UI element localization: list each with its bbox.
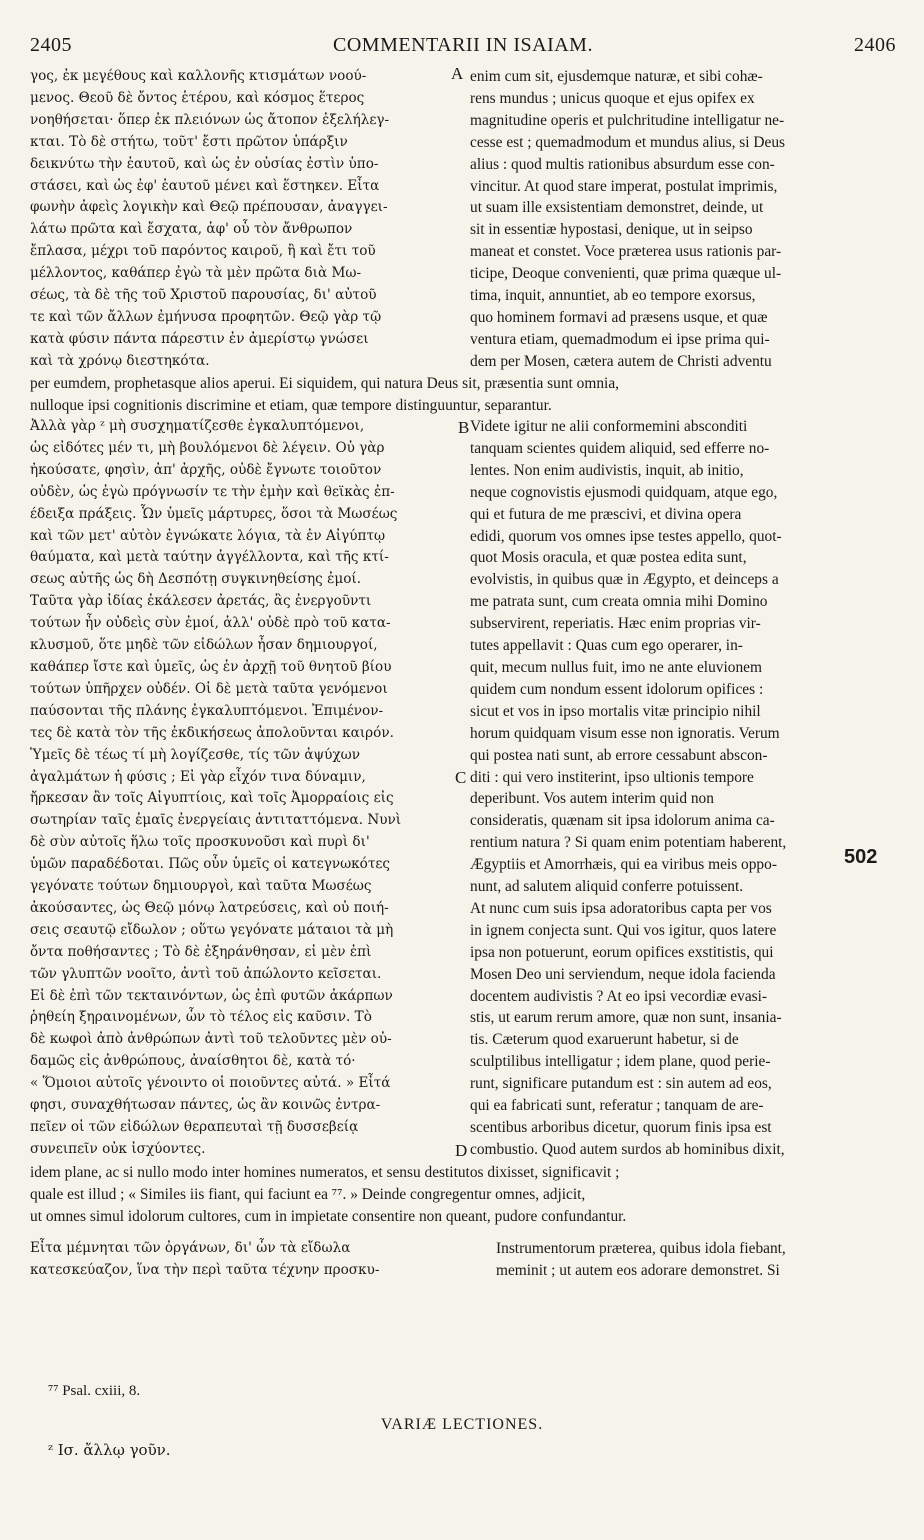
page-header	[30, 34, 896, 62]
greek-text-line: ἠκούσατε, φησὶν, ἀπ' ἀρχῆς, οὐδὲ ἔγνωτε τοιοῦτον	[30, 461, 382, 478]
greek-text-line: κλυσμοῦ, ὅτε μηδὲ τῶν εἰδώλων ἦσαν δημιουργοί,	[30, 637, 378, 654]
latin-text-line: per eumdem, prophetasque alios aperui. Ei siquidem, qui natura Deus sit, præsentia sunt omnia,	[30, 375, 619, 392]
latin-text-line: quidem cum nondum essent idolorum opifices :	[470, 680, 764, 698]
latin-text-line: scentibus arboribus dicetur, quorum finis ipsa est	[470, 1119, 772, 1136]
greek-text-line: παύσονται τῆς πλάνης ἐγκαλυπτόμενοι. Ἐπιμένον-	[30, 702, 384, 719]
section-marker-b: B	[458, 418, 470, 437]
greek-text-line: νοηθήσεται· ὅπερ ἐκ πλειόνων ὡς ἄτοπον ἐξελήλεγ-	[30, 111, 390, 128]
greek-text-line: θαύματα, καὶ μετὰ ταύτην ἀγγέλλοντα, καὶ τῆς κτί-	[30, 549, 389, 566]
greek-text-line: ἀγαλμάτων ἡ φύσις ; Εἰ γὰρ εἶχόν τινα δύναμιν,	[30, 768, 366, 785]
latin-text-line: runt, significare putandum est : sin autem ad eos,	[470, 1075, 772, 1093]
greek-text-line: καθάπερ ἴστε καὶ ὑμεῖς, ὡς ἐν ἀρχῇ τοῦ θνητοῦ βίου	[30, 658, 392, 675]
section-marker-a: A	[451, 64, 464, 83]
latin-text-line: dem per Mosen, cætera autem de Christi adventu	[470, 352, 772, 370]
latin-text-line: quot Mosis oracula, et quæ postea edita sunt,	[470, 549, 747, 567]
latin-text-line: rens mundus ; unicus quoque et ejus opifex ex	[470, 89, 755, 107]
latin-text-line: Videte igitur ne alii conformemini absconditi	[470, 418, 748, 435]
latin-text-line: in ignem conjecta sunt. Qui vos igitur, quos latere	[470, 921, 777, 939]
latin-text-line: ut suam ille exsistentiam demonstret, deinde, ut	[470, 199, 764, 217]
greek-text-line: οὐδὲν, ὡς ἐγὼ πρόγνωσίν τε τὴν ἐμὴν καὶ θεϊκὰς ἐπ-	[30, 483, 395, 500]
greek-text-line: ἔπλασα, μέχρι τοῦ παρόντος καιροῦ, ἢ καὶ ἔτι τοῦ	[30, 243, 376, 260]
greek-text-line: κατὰ φύσιν πάντα πάρεστιν ἐν ἀμερίστῳ γνώσει	[30, 330, 369, 347]
latin-text-line: ventura etiam, quemadmodum ei ipse prima qui-	[470, 330, 770, 348]
greek-text-line: καὶ τὰ χρόνῳ διεστηκότα.	[30, 352, 210, 369]
greek-text-line: Εἰ δὲ ἐπὶ τῶν τεκταινόντων, ὡς ἐπὶ φυτῶν ἀκάρπων	[30, 987, 393, 1004]
latin-text-line: nunt, ad salutem aliquid conferre potuissent.	[470, 878, 744, 896]
greek-text-line: σεως αὐτῆς ὡς δὴ Δεσπότῃ συγκινηθείσης ἐμοί.	[30, 571, 362, 588]
greek-text-line: ὡς εἰδότες μέν τι, μὴ βουλόμενοι δὲ λέγειν. Οὐ γὰρ	[30, 439, 385, 456]
latin-text-line: maneat et constet. Voce præterea usus rationis par-	[470, 243, 782, 261]
latin-text-line: tima, inquit, annuntiet, ab eo tempore exorsus,	[470, 287, 756, 305]
latin-text-line: Ægyptiis et Amorrhæis, qui ea viribus meis oppo-	[470, 856, 777, 874]
latin-text-line: stis, ut earum rerum amore, quæ non sunt, insania-	[470, 1009, 782, 1027]
greek-column-block1	[30, 66, 460, 373]
greek-text-line: ἀκούσαντες, ὡς Θεῷ μόνῳ λατρεύσεις, καὶ οὐ ποιή-	[30, 899, 389, 916]
greek-text-line: Ταῦτα γὰρ ἰδίας ἐκάλεσεν ἀρετάς, ἃς ἐνεργοῦντι	[30, 593, 372, 610]
latin-text-line: qui et futura de me præscivi, et divina opera	[470, 505, 742, 523]
latin-text-line: neque cognovistis ejusmodi quidquam, atque ego,	[470, 483, 778, 501]
latin-text-line: lentes. Non enim audivistis, inquit, ab initio,	[470, 461, 744, 479]
latin-column-block3	[496, 1238, 896, 1282]
latin-text-line: quo hominem formavi ad præsens usque, et quæ	[470, 308, 768, 326]
greek-column-block3	[30, 1238, 490, 1282]
latin-text-line: nulloque ipsi cognitionis discrimine et etiam, quæ tempore distinguuntur, separantur.	[30, 396, 552, 414]
greek-text-line: πεῖεν οἱ τῶν εἰδώλων θεραπευταὶ τῇ δυσσεβείᾳ	[30, 1119, 359, 1135]
latin-text-line: subservirent, reperiatis. Hæc enim proprias vir-	[470, 615, 761, 633]
greek-text-line: λάτω πρῶτα καὶ ἔσχατα, ἀφ' οὗ τὸν ἄνθρωπον	[30, 221, 353, 238]
greek-text-line: σωτηρίαν ταῖς ἐμαῖς ἐνεργείαις ἀντιταττόμενα. Νυνὶ	[30, 812, 402, 829]
latin-text-line: At nunc cum suis ipsa adoratoribus capta per vos	[470, 899, 772, 917]
variant-reading-z: ᶻ Ισ. ἄλλῳ γοῦν.	[48, 1441, 171, 1459]
right-page-number: 2406	[854, 34, 896, 56]
latin-text-line: tutes appellavit : Quas cum ego operarer, in-	[470, 637, 743, 655]
latin-text-line: edidi, quorum vos omnes ipse testes appello, quot-	[470, 527, 782, 545]
latin-text-line: tanquam scientes quidem aliquid, sed efferre no-	[470, 439, 770, 457]
latin-text-line: magnitudine operis et pulchritudine intelligatur ne-	[470, 111, 785, 129]
latin-text-line: evolvistis, in quibus quæ in Ægypto, et deinceps a	[470, 571, 779, 589]
latin-text-line: sicut et vos in ipso mortalis vitæ principio nihil	[470, 702, 761, 720]
latin-text-line: enim cum sit, ejusdemque naturæ, et sibi cohæ-	[470, 68, 763, 85]
greek-text-line: Εἶτα μέμνηται τῶν ὀργάνων, δι' ὧν τὰ εἴδωλα	[30, 1240, 351, 1256]
latin-text-line: Mosen Deo uni serviendum, neque idola facienda	[470, 965, 776, 983]
greek-text-line: τε καὶ τῶν ἄλλων ἐμήνυσα προφητῶν. Θεῷ γὰρ τῷ	[30, 308, 382, 325]
latin-text-line: vincitur. At quod stare imperat, postulat imprimis,	[470, 177, 778, 195]
latin-text-line: Instrumentorum præterea, quibus idola fiebant,	[496, 1240, 786, 1257]
greek-text-line: δαμῶς εἰς ἀνθρώπους, ἀναίσθητοι δὲ, κατὰ τό·	[30, 1053, 356, 1070]
latin-text-line: tis. Cæterum quod exaruerunt habetur, si de	[470, 1031, 739, 1049]
greek-text-line: μενος. Θεοῦ δὲ ὄντος ἑτέρου, καὶ κόσμος ἕτερος	[30, 89, 365, 106]
greek-text-line: ὄντα ποθήσαντες ; Τὸ δὲ ἐξηράνθησαν, εἰ μὲν ἐπὶ	[30, 943, 372, 960]
greek-text-line: δεικνύτω τὴν ἑαυτοῦ, καὶ ὡς ἐν οὐσίας ἐστὶν ὑπο-	[30, 155, 379, 172]
greek-text-line: στάσει, καὶ ὡς ἐφ' ἑαυτοῦ μένει καὶ ἕστηκεν. Εἶτα	[30, 177, 380, 194]
greek-text-line: τες δὲ κατὰ τὸν τῆς ἐκδικήσεως ἀπολοῦνται καιρόν.	[30, 724, 394, 741]
latin-text-line: diti : qui vero institerint, ipso ultionis tempore	[470, 768, 754, 786]
greek-text-line: ὑμῶν παραδέδοται. Πῶς οὖν ὑμεῖς οἱ κατεγνωκότες	[30, 856, 391, 873]
latin-text-line: quale est illud ; « Similes iis fiant, qui faciunt ea ⁷⁷. » Deinde congregentur omnes, adjicit,	[30, 1185, 586, 1203]
latin-column-block2	[470, 416, 896, 1161]
greek-text-line: φωνὴν ἀφεὶς λογικὴν καὶ Θεῷ πρέπουσαν, ἀναγγει-	[30, 199, 388, 216]
latin-text-line: consideratis, quænam sit ipsa idolorum anima ca-	[470, 812, 775, 830]
greek-text-line: κατεσκεύαζον, ἵνα τὴν περὶ ταῦτα τέχνην προσκυ-	[30, 1261, 380, 1278]
latin-column-block1	[470, 66, 896, 373]
greek-text-line: σεις σεαυτῷ εἴδωλον ; οὕτω γεγόνατε μάταιοι τὰ μὴ	[30, 921, 394, 938]
greek-text-line: τῶν γλυπτῶν νοοῖτο, ἀντὶ τοῦ ἀπώλοντο κεῖσεται.	[30, 965, 382, 982]
greek-text-line: δὲ κωφοὶ ἀπὸ ἀνθρώπων ἀντὶ τοῦ τελοῦντες μὲν οὐ-	[30, 1031, 392, 1048]
variae-lectiones-heading: VARIÆ LECTIONES.	[380, 1416, 544, 1433]
latin-text-line: qui ea fabricati sunt, referatur ; tanquam de are-	[470, 1097, 764, 1115]
greek-text-line: συνειπεῖν οὐκ ἰσχύοντες.	[30, 1140, 206, 1157]
latin-text-line: combustio. Quod autem surdos ab hominibus dixit,	[470, 1140, 785, 1158]
greek-text-line: γος, ἐκ μεγέθους καὶ καλλονῆς κτισμάτων νοού-	[30, 68, 367, 84]
greek-text-line: σέως, τὰ δὲ τῆς τοῦ Χριστοῦ παρουσίας, δι' αὐτοῦ	[30, 287, 377, 304]
latin-text-line: quit, mecum nullus fuit, imo ne ante eluvionem	[470, 658, 762, 676]
greek-text-line: τούτων ἦν οὐδεὶς σὺν ἐμοί, ἀλλ' οὐδὲ πρὸ τοῦ κατα-	[30, 615, 391, 632]
greek-text-line: δὲ σὺν αὐτοῖς ἥλω τοῖς προσκυνοῦσι καὶ πυρὶ δι'	[30, 834, 370, 851]
left-page-number: 2405	[30, 34, 72, 56]
latin-text-line: me patrata sunt, cum creata omnia mihi Domino	[470, 593, 768, 611]
greek-text-line: « Ὅμοιοι αὐτοῖς γένοιντο οἱ ποιοῦντες αὐτά. » Εἶτά	[30, 1075, 391, 1092]
latin-text-line: docentem audivistis ? At eo ipsi vecordiæ evasi-	[470, 987, 768, 1005]
latin-fullwidth-block2	[30, 1162, 900, 1228]
latin-text-line: sit in essentiæ hypostasi, denique, ut in seipso	[470, 221, 753, 239]
greek-text-line: τούτων ὑπῆρχεν οὐδέν. Οἱ δὲ μετὰ ταῦτα γενόμενοι	[30, 680, 388, 697]
latin-text-line: sculptilibus intelligatur ; idem plane, quod perie-	[470, 1053, 771, 1071]
column-number-502: 502	[844, 846, 878, 868]
greek-text-line: μέλλοντος, καθάπερ ἐγὼ τὰ μὲν πρῶτα διὰ Μω-	[30, 265, 362, 282]
latin-text-line: ipsa non potuerunt, eorum opifices exstitistis, qui	[470, 943, 774, 961]
latin-text-line: idem plane, ac si nullo modo inter homines numeratos, et sensu destitutos dixisset, significavit ;	[30, 1164, 620, 1181]
greek-text-line: Ὑμεῖς δὲ τέως τί μὴ λογίζεσθε, τίς τῶν ἀψύχων	[30, 746, 361, 763]
latin-fullwidth-block1	[30, 373, 896, 417]
latin-text-line: meminit ; ut autem eos adorare demonstret. Si	[496, 1261, 780, 1279]
section-marker-d: D	[455, 1141, 468, 1160]
latin-text-line: ut omnes simul idolorum cultores, cum in impietate consentire non queant, pudore confundantur.	[30, 1207, 627, 1225]
greek-text-line: καὶ τῶν μετ' αὐτὸν ἐγνώκατε λόγια, τὰ ἐν Αἰγύπτῳ	[30, 527, 386, 544]
latin-text-line: cesse est ; quemadmodum et mundus alius, si Deus	[470, 133, 786, 151]
footnote-77: ⁷⁷ Psal. cxiii, 8.	[48, 1383, 141, 1399]
latin-text-line: ticipe, Deoque convenienti, quæ prima quæque ul-	[470, 265, 782, 283]
section-marker-c: C	[455, 768, 467, 787]
greek-text-line: γεγόνατε τούτων δημιουργοὶ, καὶ ταῦτα Μωσέως	[30, 878, 372, 895]
latin-text-line: qui postea nati sunt, ab errore cessabunt abscon-	[470, 746, 768, 764]
latin-text-line: deperibunt. Vos autem interim quid non	[470, 790, 714, 808]
latin-text-line: alius : quod multis rationibus absurdum esse con-	[470, 155, 775, 173]
greek-text-line: Ἀλλὰ γὰρ ᶻ μὴ συσχηματίζεσθε ἐγκαλυπτόμενοι,	[30, 418, 365, 434]
running-title: COMMENTARII IN ISAIAM.	[333, 34, 593, 56]
greek-text-line: κται. Τὸ δὲ στήτω, τοῦτ' ἔστι πρῶτον ὑπάρξιν	[30, 133, 348, 150]
greek-text-line: ῥηθείη ξηραινομένων, ὧν τὸ τέλος εἰς καῦσιν. Τὸ	[30, 1009, 372, 1026]
latin-text-line: rentium natura ? Si quam enim potentiam haberent,	[470, 834, 787, 852]
greek-text-line: φησι, συναχθήτωσαν πάντες, ὡς ἂν κοινῶς ἐντρα-	[30, 1097, 381, 1114]
greek-column-block2	[30, 416, 460, 1161]
latin-text-line: horum quidquam visum esse non ignoratis. Verum	[470, 724, 780, 742]
greek-text-line: ἤρκεσαν ἂν τοῖς Αἰγυπτίοις, καὶ τοῖς Ἀμορραίοις εἰς	[30, 790, 394, 807]
greek-text-line: έδειξα πράξεις. Ὧν ὑμεῖς μάρτυρες, ὅσοι τὰ Μωσέως	[30, 505, 398, 522]
